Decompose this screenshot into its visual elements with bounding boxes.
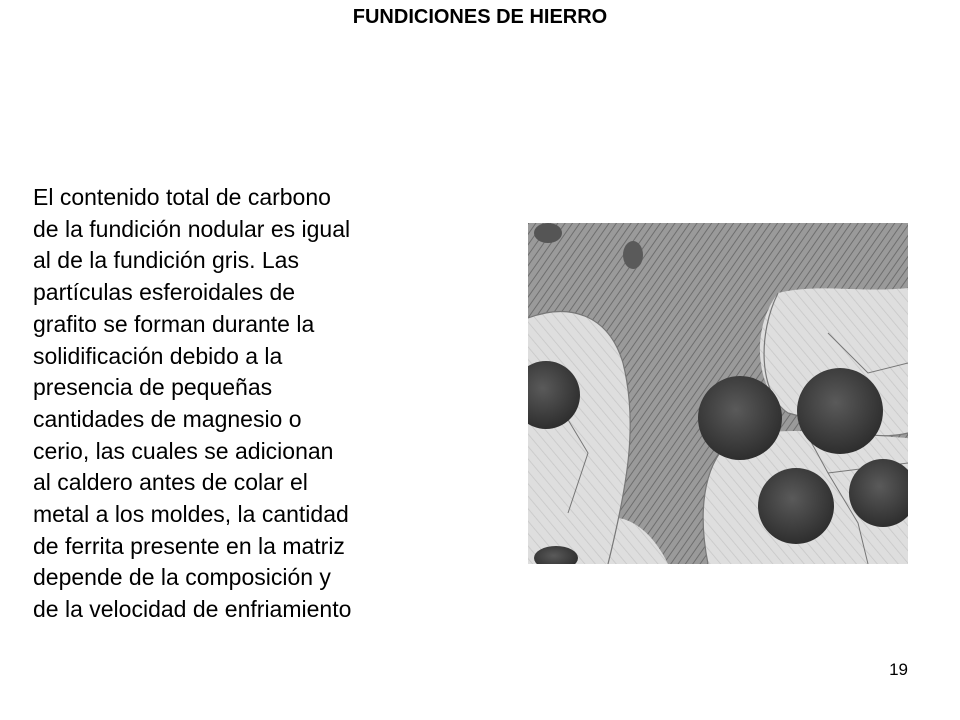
page-number: 19 — [889, 660, 908, 679]
body-line: al caldero antes de colar el — [33, 469, 308, 496]
graphite-fragment — [623, 241, 643, 269]
body-line: solidificación debido a la — [33, 342, 283, 369]
body-line: de la fundición nodular es igual — [33, 215, 351, 242]
graphite-nodule — [758, 468, 834, 544]
body-line: metal a los moldes, la cantidad — [33, 501, 349, 528]
slide-title: FUNDICIONES DE HIERRO — [352, 6, 608, 28]
body-line: presencia de pequeñas — [33, 374, 273, 401]
body-text — [33, 182, 423, 626]
body-line: cerio, las cuales se adicionan — [33, 437, 334, 464]
body-line: de la velocidad de enfriamiento — [33, 596, 352, 623]
body-line: cantidades de magnesio o — [33, 405, 302, 432]
body-line: depende de la composición y — [33, 564, 331, 591]
body-line: de ferrita presente en la matriz — [33, 532, 345, 559]
body-line: partículas esferoidales de — [33, 279, 296, 306]
graphite-fragment — [534, 223, 562, 243]
body-line: al de la fundición gris. Las — [33, 247, 299, 274]
body-line: El contenido total de carbono — [33, 184, 331, 210]
graphite-nodule — [698, 376, 782, 460]
body-line: grafito se forman durante la — [33, 310, 315, 337]
graphite-nodule — [797, 368, 883, 454]
micrograph-image — [528, 223, 908, 564]
